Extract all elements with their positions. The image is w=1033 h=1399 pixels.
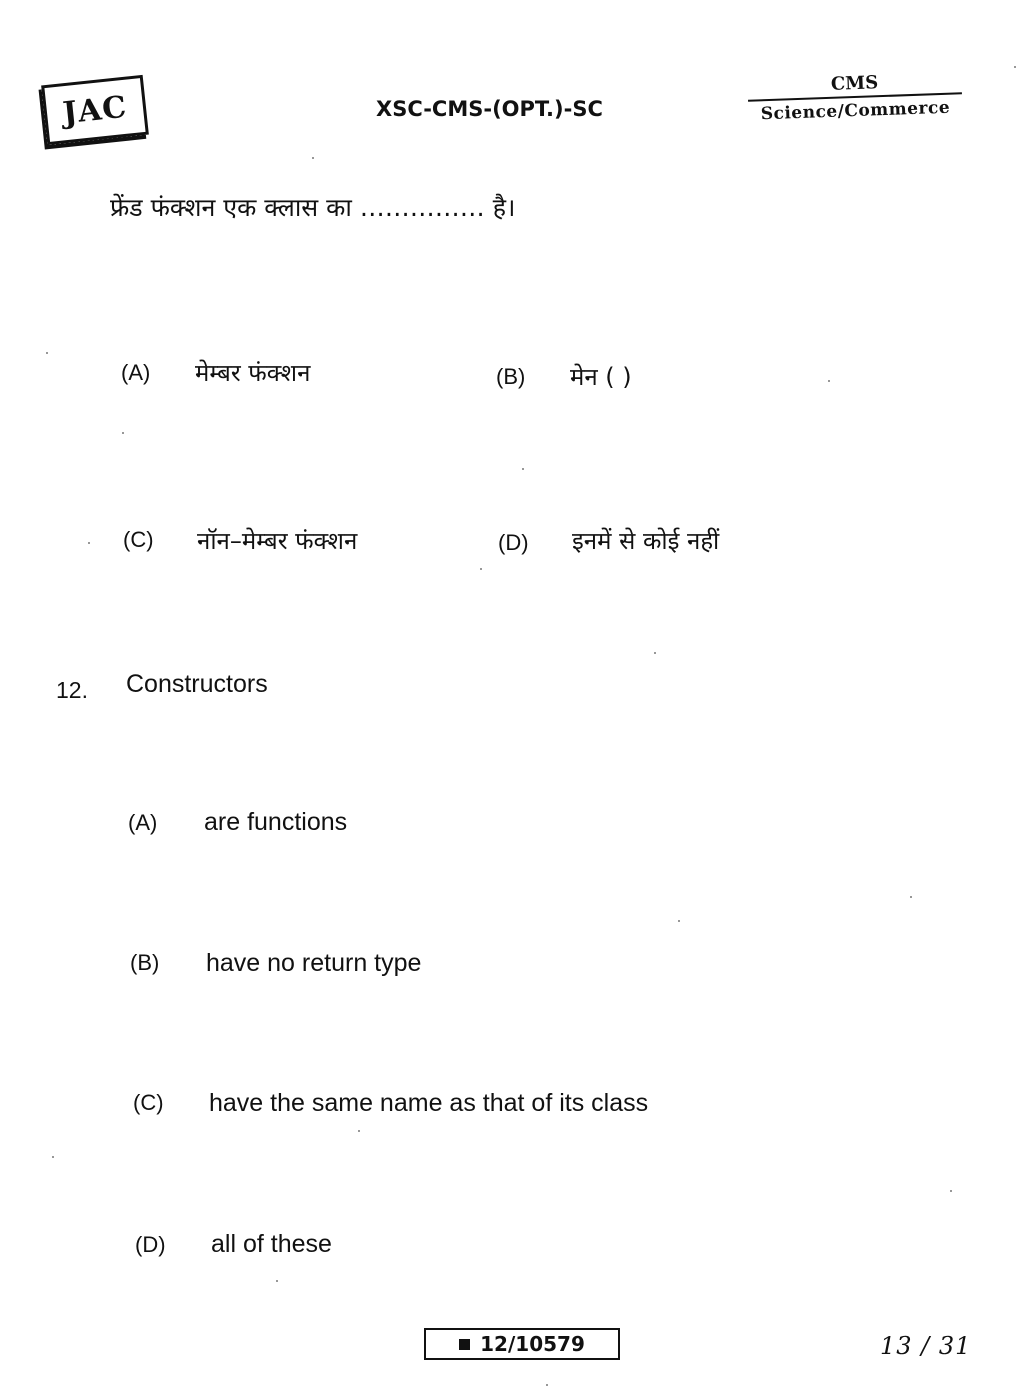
option-b-text: मेन ( )	[570, 363, 632, 391]
option-letter: (D)	[135, 1232, 166, 1257]
scan-speck	[312, 157, 314, 159]
option-letter: (B)	[496, 364, 526, 389]
scan-speck	[546, 1384, 548, 1386]
square-bullet-icon	[459, 1339, 470, 1350]
option-letter: (B)	[130, 950, 160, 975]
scan-speck	[358, 1130, 360, 1132]
scan-speck	[678, 920, 680, 922]
subject-code: CMS	[830, 72, 879, 95]
option-letter: (A)	[121, 360, 151, 385]
option-c-text: नॉन–मेम्बर फंक्शन	[197, 527, 358, 555]
logo-text: JAC	[61, 89, 129, 131]
scan-speck	[122, 432, 124, 434]
option-a-text: मेम्बर फंक्शन	[195, 359, 311, 387]
scan-speck	[654, 652, 656, 654]
option-b	[130, 950, 159, 976]
scan-speck	[828, 380, 830, 382]
option-letter: (A)	[128, 810, 158, 835]
booklet-code-box	[424, 1328, 620, 1360]
option-letter: (C)	[133, 1090, 164, 1115]
option-letter: (D)	[498, 530, 529, 555]
subject-block	[747, 70, 963, 124]
scan-speck	[522, 468, 524, 470]
question-text: Constructors	[126, 670, 268, 698]
option-b-text: have no return type	[206, 949, 422, 977]
jac-logo	[41, 75, 149, 145]
option-a	[128, 810, 157, 836]
option-d-text: इनमें से कोई नहीं	[572, 527, 720, 555]
question-text: फ्रेंड फंक्शन एक क्लास का …………… है।	[110, 193, 516, 222]
scan-speck	[910, 896, 912, 898]
scan-speck	[46, 352, 48, 354]
scan-speck	[950, 1190, 952, 1192]
option-d	[498, 530, 529, 556]
page-number: 13 / 31	[880, 1332, 972, 1360]
scan-speck	[276, 1280, 278, 1282]
option-c-text: have the same name as that of its class	[209, 1089, 649, 1117]
option-d	[135, 1232, 166, 1258]
option-b	[496, 364, 525, 390]
option-a-text: are functions	[204, 808, 348, 836]
option-c	[123, 527, 154, 553]
option-a	[121, 360, 150, 386]
paper-code: XSC-CMS-(OPT.)-SC	[376, 97, 603, 121]
scan-speck	[88, 542, 90, 544]
option-d-text: all of these	[211, 1230, 332, 1258]
scan-speck	[52, 1156, 54, 1158]
booklet-code: 12/10579	[480, 1332, 585, 1356]
question-number: 12.	[56, 677, 88, 703]
option-c	[133, 1090, 164, 1116]
scan-speck	[480, 568, 482, 570]
subject-stream: Science/Commerce	[760, 97, 951, 125]
option-letter: (C)	[123, 527, 154, 552]
scan-speck	[1014, 66, 1016, 68]
